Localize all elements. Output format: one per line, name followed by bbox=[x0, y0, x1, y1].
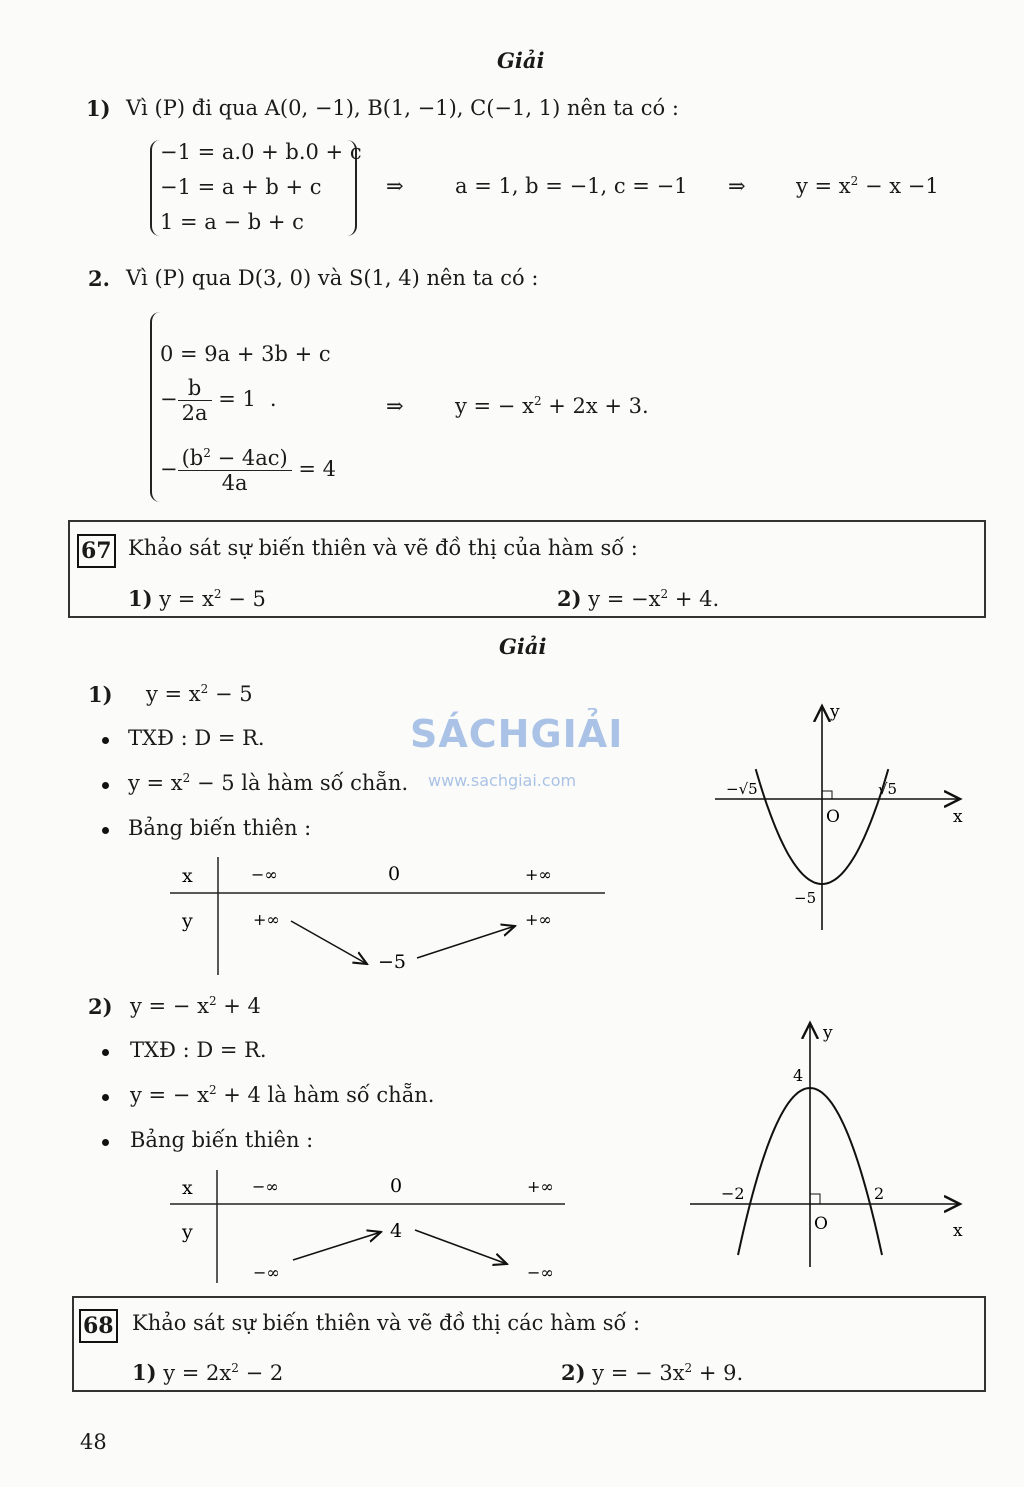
variation-table-label: Bảng biến thiên : bbox=[130, 1128, 314, 1152]
problem-number: 68 bbox=[79, 1309, 118, 1343]
variation-table-label: Bảng biến thiên : bbox=[128, 816, 312, 840]
equation-fraction-line: − $\frac{(b^2 - 4ac)}{4a}$ = 4 bbox=[160, 446, 336, 495]
watermark-url: www.sachgiai.com bbox=[428, 771, 577, 790]
table-y-left: +∞ bbox=[253, 910, 280, 929]
page-number: 48 bbox=[80, 1430, 107, 1454]
table-y-right: −∞ bbox=[527, 1263, 554, 1282]
origin-label: O bbox=[814, 1214, 828, 1234]
bullet bbox=[102, 782, 109, 789]
root-neg-label: −2 bbox=[721, 1184, 745, 1203]
decrease-arrow bbox=[291, 921, 367, 964]
part-text: Vì (P) đi qua A(0, −1), B(1, −1), C(−1, 1) nên ta có : bbox=[126, 96, 679, 120]
part-number: 2. bbox=[88, 266, 110, 291]
origin-label: O bbox=[826, 807, 840, 827]
domain-text: TXĐ : D = R. bbox=[128, 726, 265, 750]
bullet bbox=[102, 1094, 109, 1101]
table-neg-inf: −∞ bbox=[252, 1177, 279, 1196]
decrease-arrow bbox=[415, 1230, 507, 1264]
parity-text: y = − $x^2 + 4$ là hàm số chẵn. bbox=[130, 1083, 435, 1107]
part-number: 2) bbox=[88, 994, 113, 1019]
increase-arrow bbox=[417, 926, 515, 958]
part-function: y = − $x^2 + 4$ bbox=[130, 994, 261, 1018]
table-x-label: x bbox=[182, 1177, 193, 1199]
result-function: $y = x^2 - x -1$ bbox=[796, 174, 939, 198]
equation-line: 0 = 9a + 3b + c bbox=[160, 342, 331, 366]
equation-line: 1 = a − b + c bbox=[160, 210, 304, 234]
table-y-left: −∞ bbox=[253, 1263, 280, 1282]
table-y-right: +∞ bbox=[525, 910, 552, 929]
solution-heading: Giải bbox=[497, 48, 545, 73]
implies-arrow: ⇒ bbox=[386, 394, 404, 418]
root-pos-label: √5 bbox=[878, 780, 898, 798]
problem-text: Khảo sát sự biến thiên và vẽ đồ thị các hàm số : bbox=[132, 1311, 641, 1335]
axis-y-label: y bbox=[830, 702, 840, 722]
result-function: y = − $x^2 + 2x + 3$. bbox=[455, 394, 649, 418]
table-pos-inf: +∞ bbox=[525, 865, 552, 884]
table-zero: 0 bbox=[390, 1175, 403, 1197]
implies-arrow: ⇒ bbox=[728, 174, 746, 198]
part-number: 1) bbox=[88, 682, 113, 707]
axis-x-label: x bbox=[953, 1221, 963, 1241]
graph-parabola-1 bbox=[710, 698, 980, 936]
domain-text: TXĐ : D = R. bbox=[130, 1038, 267, 1062]
table-y-max: 4 bbox=[390, 1220, 403, 1242]
bullet bbox=[102, 1049, 109, 1056]
parity-text: $y = x^2 - 5$ là hàm số chẵn. bbox=[128, 771, 409, 795]
equation-line: −1 = a + b + c bbox=[160, 175, 322, 199]
bullet bbox=[102, 1139, 109, 1146]
table-zero: 0 bbox=[388, 863, 401, 885]
axis-y-label: y bbox=[823, 1023, 833, 1043]
bullet bbox=[102, 737, 109, 744]
problem-text: Khảo sát sự biến thiên và vẽ đồ thị của hàm số : bbox=[128, 536, 638, 560]
result-coefficients: a = 1, b = −1, c = −1 bbox=[455, 174, 688, 198]
part-text: Vì (P) qua D(3, 0) và S(1, 4) nên ta có : bbox=[126, 266, 539, 290]
problem-number: 67 bbox=[77, 534, 116, 568]
part-number: 1) bbox=[86, 96, 111, 121]
equation-fraction-line: − $\frac{b}{2a}$ = 1 . bbox=[160, 376, 277, 425]
watermark-logo: SÁCHGIẢI bbox=[410, 712, 624, 756]
vertex-label: −5 bbox=[794, 889, 817, 907]
equation-line: −1 = a.0 + b.0 + c bbox=[160, 140, 362, 164]
vertex-label: 4 bbox=[793, 1066, 804, 1085]
table-neg-inf: −∞ bbox=[251, 865, 278, 884]
problem-item: 2) y = − $3x^2 + 9$. bbox=[561, 1360, 744, 1385]
root-pos-label: 2 bbox=[874, 1184, 885, 1203]
bullet bbox=[102, 827, 109, 834]
solution-heading: Giải bbox=[499, 634, 547, 659]
problem-item: 1) $y = 2x^2 - 2$ bbox=[132, 1360, 284, 1385]
implies-arrow: ⇒ bbox=[386, 174, 404, 198]
variation-table-1 bbox=[165, 855, 610, 980]
table-y-min: −5 bbox=[378, 951, 407, 973]
root-neg-label: −√5 bbox=[726, 780, 758, 798]
variation-table-2 bbox=[165, 1168, 575, 1288]
table-x-label: x bbox=[182, 865, 193, 887]
table-y-label: y bbox=[182, 1221, 193, 1243]
increase-arrow bbox=[293, 1232, 381, 1260]
graph-parabola-2 bbox=[685, 1015, 970, 1270]
table-pos-inf: +∞ bbox=[527, 1177, 554, 1196]
part-function: $y = x^2 - 5$ bbox=[146, 682, 253, 706]
problem-item: 1) $y = x^2 - 5$ bbox=[128, 586, 266, 611]
table-y-label: y bbox=[182, 910, 193, 932]
problem-item: 2) $y = -x^2 + 4$. bbox=[557, 586, 720, 611]
axis-x-label: x bbox=[953, 807, 963, 827]
